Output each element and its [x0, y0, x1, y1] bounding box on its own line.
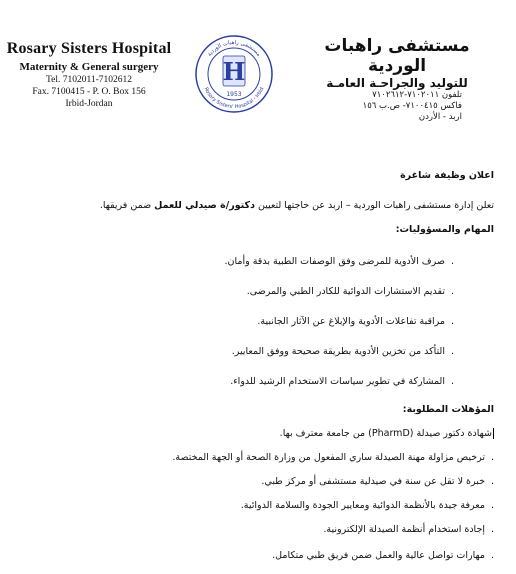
logo-letter: H [222, 57, 246, 86]
qualification-item [280, 428, 494, 439]
qualification-text: شهادة دكتور صيدلة (PharmD) من جامعة معترف بها. [279, 428, 492, 439]
logo-ring-text-ar: مستشفى راهبات الوردية [206, 39, 262, 58]
task-item: . التأكد من تخزين الأدوية بطريقة صحيحة ووفق المعايير. [232, 346, 454, 357]
hospital-subtitle-ar: للتوليد والجراحـة العامـة [326, 76, 468, 90]
hospital-name-en: Rosary Sisters Hospital [6, 40, 172, 57]
tel-en: Tel. 7102011-7102612 [45, 75, 133, 85]
logo-year: 1953 [226, 91, 242, 98]
text-cursor [492, 428, 494, 439]
intro-before: تعلن إدارة مستشفى راهبات الوردية – اربد عن حاجتها لتعيين [254, 200, 494, 211]
intro-paragraph [100, 200, 494, 211]
qualification-item: . معرفة جيدة بالأنظمة الدوائية ومعايير الجودة والسلامة الدوائية. [241, 500, 494, 511]
logo-ring-text-en: Rosary Sisters' Hospital - Irbid [202, 86, 266, 111]
tasks-title: المهام والمسؤوليات: [395, 224, 494, 235]
task-item: . صرف الأدوية للمرضى وفق الوصفات الطبية بدقة وأمان. [224, 256, 454, 267]
hospital-logo [194, 34, 274, 114]
task-item: . المشاركة في تطوير سياسات الاستخدام الرشيد للدواء. [230, 376, 454, 387]
task-item: . تقديم الاستشارات الدوائية للكادر الطبي والمرضى. [247, 286, 454, 297]
hospital-subtitle-en: Maternity & General surgery [19, 61, 159, 73]
qualification-item: . مهارات تواصل عالية والعمل ضمن فريق طبي متكامل. [272, 550, 494, 561]
fax-en: Fax. 7100415 - P. O. Box 156 [32, 87, 146, 97]
intro-after: ضمن فريقها. [99, 200, 155, 211]
announcement-title: اعلان وظيفة شاغرة [400, 170, 494, 181]
qualification-item: . خبرة لا تقل عن سنة في صيدلية مستشفى أو مركز طبي. [261, 476, 494, 487]
location-en: Irbid-Jordan [65, 99, 113, 109]
intro-job-title: دكتور/ة صيدلي للعمل [154, 200, 255, 211]
fax-ar: فاكس ٧١٠٠٤١٥- ص.ب ١٥٦ [362, 101, 462, 111]
arabic-letterhead [302, 36, 492, 123]
hospital-name-ar: مستشفى راهبات الوردية [324, 36, 470, 76]
svg-text:مستشفى راهبات الوردية [207, 40, 262, 58]
task-item: . مراقبة تفاعلات الأدوية والإبلاغ عن الآثار الجانبية. [257, 316, 454, 327]
qualifications-title: المؤهلات المطلوبة: [402, 404, 494, 415]
qualification-item: . إجادة استخدام أنظمة الصيدلة الإلكترونية. [323, 524, 494, 535]
qualification-item: . ترخيص مزاولة مهنة الصيدلة ساري المفعول من وزارة الصحة أو الجهة المختصة. [172, 452, 494, 463]
english-letterhead [6, 40, 172, 110]
location-ar: اربد - الأردن [418, 112, 462, 122]
tel-ar: تلفون ٧١٠٢٠١١-٧١٠٢٦١٢ [372, 90, 462, 100]
